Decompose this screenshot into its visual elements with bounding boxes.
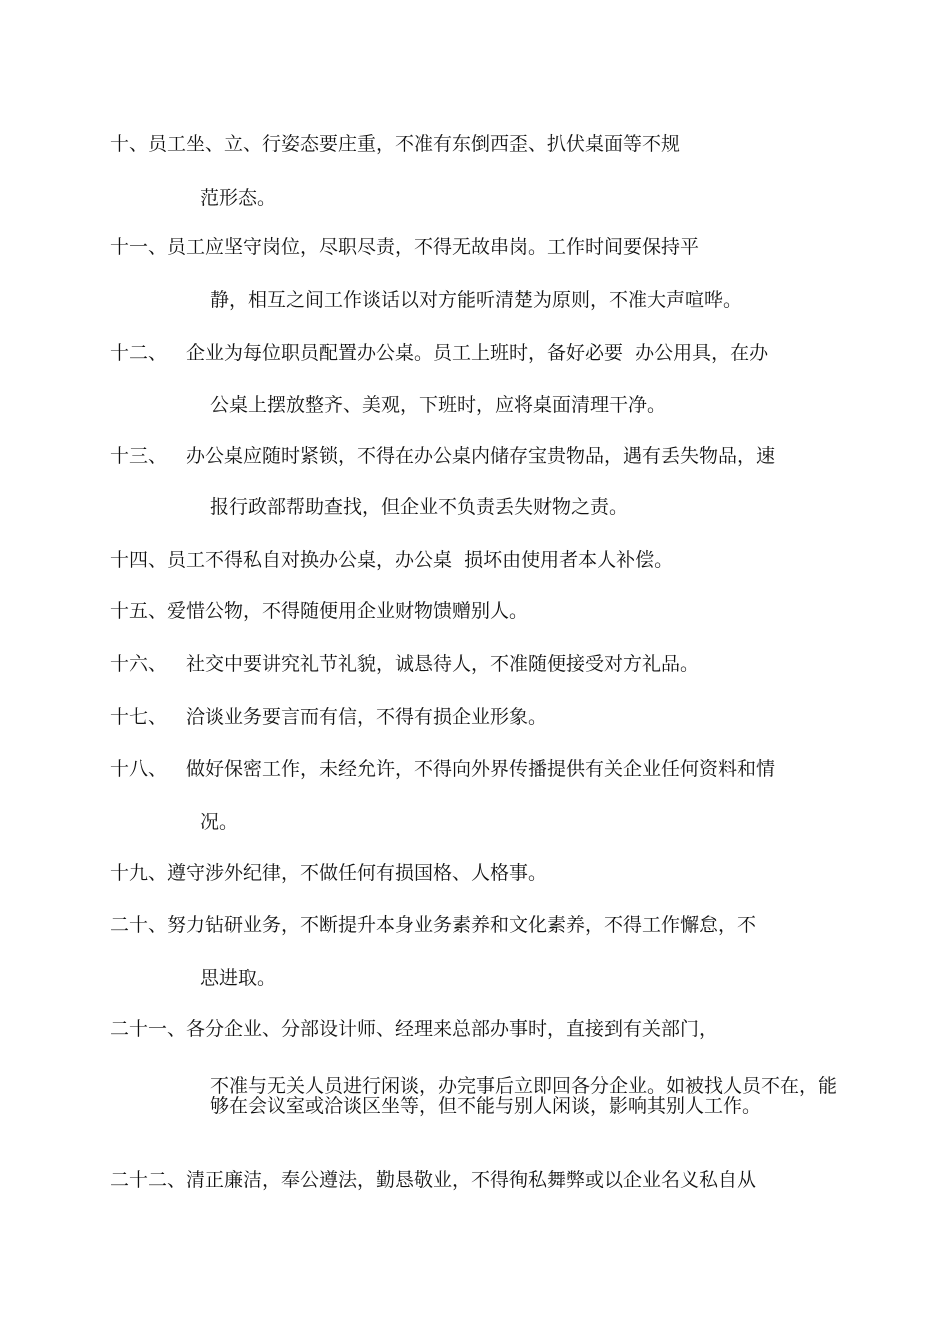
rule-11-text: 员工应坚守岗位，尽职尽责，不得无故串岗。工作时间要保持平 <box>167 236 700 258</box>
rule-14-text: 员工不得私自对换办公桌，办公桌 损坏由使用者本人补偿。 <box>167 549 674 571</box>
rule-11-line <box>110 235 699 259</box>
rule-14-line <box>110 548 673 572</box>
rule-19-text: 遵守涉外纪律，不做任何有损国格、人格事。 <box>167 862 548 884</box>
rule-11-number: 十一、 <box>110 236 168 258</box>
rule-16-text: 社交中要讲究礼节礼貌，诚恳待人，不准随便接受对方礼品。 <box>186 653 700 675</box>
rule-13-line <box>110 444 775 468</box>
rule-21-line <box>110 1017 718 1041</box>
rule-12-text: 企业为每位职员配置办公桌。员工上班时，备好必要 办公用具，在办 <box>186 342 769 364</box>
rule-22-number: 二十二、 <box>110 1169 187 1191</box>
rule-18-continuation: 况。 <box>200 811 239 833</box>
rule-17-number: 十七、 <box>110 706 168 728</box>
rule-21-text: 各分企业、分部设计师、经理来总部办事时，直接到有关部门， <box>186 1018 719 1040</box>
rule-22-line <box>110 1168 756 1192</box>
rule-10-line <box>110 132 680 156</box>
rule-18-number: 十八、 <box>110 758 168 780</box>
rule-13-text: 办公桌应随时紧锁，不得在办公桌内储存宝贵物品，遇有丢失物品，速 <box>186 445 776 467</box>
rule-11-continuation: 静，相互之间工作谈话以对方能听清楚为原则，不准大声喧哗。 <box>210 289 743 311</box>
rule-20-line <box>110 913 756 937</box>
rule-17-line <box>110 705 547 729</box>
rule-18-text: 做好保密工作，未经允许，不得向外界传播提供有关企业任何资料和情 <box>186 758 776 780</box>
rule-15-number: 十五、 <box>110 600 168 622</box>
rule-15-line <box>110 599 528 623</box>
rule-16-number: 十六、 <box>110 653 168 675</box>
rule-20-text: 努力钻研业务，不断提升本身业务素养和文化素养，不得工作懈怠，不 <box>167 914 757 936</box>
rule-16-line <box>110 652 699 676</box>
rule-19-line <box>110 861 547 885</box>
rule-12-line <box>110 341 768 365</box>
rule-10-continuation: 范形态。 <box>200 187 277 209</box>
rule-15-text: 爱惜公物，不得随便用企业财物馈赠别人。 <box>167 600 529 622</box>
rule-10-number: 十、 <box>110 133 149 155</box>
rule-14-number: 十四、 <box>110 549 168 571</box>
rule-19-number: 十九、 <box>110 862 168 884</box>
rule-21-number: 二十一、 <box>110 1018 187 1040</box>
rule-13-continuation: 报行政部帮助查找，但企业不负责丢失财物之责。 <box>210 496 629 518</box>
rule-10-text: 员工坐、立、行姿态要庄重，不准有东倒西歪、扒伏桌面等不规 <box>148 133 681 155</box>
rule-21-continuation: 不准与无关人员进行闲谈，办完事后立即回各分企业。如被找人员不在，能够在会议室或洽谈区坐等，但不能与别人闲谈，影响其别人工作。 <box>210 1075 838 1117</box>
rule-12-continuation: 公桌上摆放整齐、美观，下班时，应将桌面清理干净。 <box>210 394 667 416</box>
rule-13-number: 十三、 <box>110 445 168 467</box>
rule-17-text: 洽谈业务要言而有信，不得有损企业形象。 <box>186 706 548 728</box>
rule-22-text: 清正廉洁，奉公遵法，勤恳敬业，不得徇私舞弊或以企业名义私自从 <box>186 1169 757 1191</box>
rule-12-number: 十二、 <box>110 342 168 364</box>
rule-20-continuation: 思进取。 <box>200 967 277 989</box>
rule-20-number: 二十、 <box>110 914 168 936</box>
rule-18-line <box>110 757 775 781</box>
